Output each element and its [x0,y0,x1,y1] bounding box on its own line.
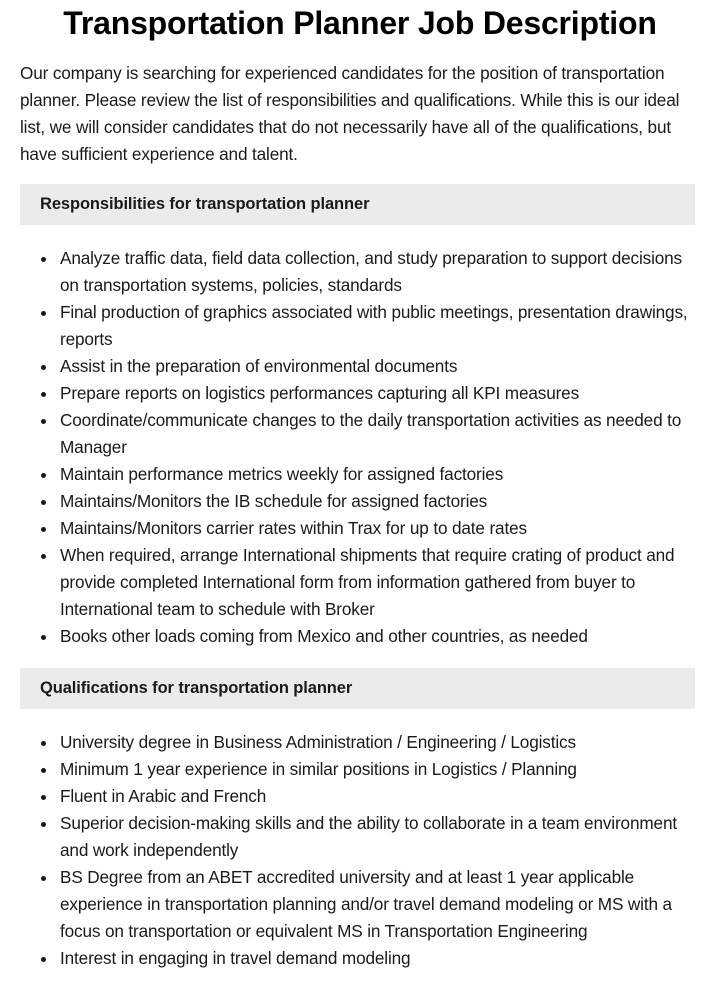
list-item-text: Assist in the preparation of environmental documents [60,356,458,376]
list-item-text: When required, arrange International shipments that require crating of product and provide completed International form from information gathered from buyer to International team to schedule with Broker [60,545,675,619]
list-item [20,380,700,407]
list-item [20,783,700,810]
list-item-text: Final production of graphics associated with public meetings, presentation drawings, reports [60,302,688,349]
qualifications-list [20,729,700,972]
list-item-text: Books other loads coming from Mexico and other countries, as needed [60,626,588,646]
list-item-text: Coordinate/communicate changes to the daily transportation activities as needed to Manager [60,410,682,457]
list-item [20,353,700,380]
list-item-text: Superior decision-making skills and the ability to collaborate in a team environment and work independently [60,813,677,860]
list-item [20,729,700,756]
intro-paragraph: Our company is searching for experienced candidates for the position of transportation planner. Please review the list of responsibilities and qualifications. While this is our ideal list, we will consider candidates that do not necessarily have all of the qualifications, but have sufficient experience and talent. [20,63,680,164]
bullet-icon [41,741,46,746]
list-item [20,810,700,864]
bullet-icon [41,957,46,962]
bullet-icon [41,795,46,800]
list-item-text: BS Degree from an ABET accredited university and at least 1 year applicable experience in transportation planning and/or travel demand modeling or MS with a focus on transportation or equivalent MS in Transportation Engineering [60,867,672,941]
list-item [20,461,700,488]
list-item-text: Maintains/Monitors carrier rates within Trax for up to date rates [60,518,527,538]
list-item-text: Prepare reports on logistics performances capturing all KPI measures [60,383,580,403]
responsibilities-heading: Responsibilities for transportation planner [20,184,695,225]
bullet-icon [41,527,46,532]
bullet-icon [41,822,46,827]
list-item-text: Maintain performance metrics weekly for assigned factories [60,464,504,484]
bullet-icon [41,554,46,559]
page-title: Transportation Planner Job Description [63,5,657,41]
list-item-text: University degree in Business Administration / Engineering / Logistics [60,732,576,752]
list-item [20,245,700,299]
bullet-icon [41,257,46,262]
list-item-text: Maintains/Monitors the IB schedule for assigned factories [60,491,488,511]
bullet-icon [41,635,46,640]
bullet-icon [41,473,46,478]
list-item [20,488,700,515]
list-item-text: Minimum 1 year experience in similar positions in Logistics / Planning [60,759,577,779]
bullet-icon [41,311,46,316]
responsibilities-list [20,245,700,650]
bullet-icon [41,500,46,505]
bullet-icon [41,365,46,370]
list-item [20,945,700,972]
list-item [20,623,700,650]
list-item [20,542,700,623]
list-item-text: Analyze traffic data, field data collection, and study preparation to support decisions on transportation systems, policies, standards [60,248,682,295]
list-item-text: Interest in engaging in travel demand modeling [60,948,411,968]
list-item [20,515,700,542]
list-item [20,407,700,461]
bullet-icon [41,392,46,397]
list-item-text: Fluent in Arabic and French [60,786,267,806]
qualifications-heading: Qualifications for transportation planner [20,668,695,709]
list-item [20,756,700,783]
list-item [20,864,700,945]
list-item [20,299,700,353]
bullet-icon [41,768,46,773]
bullet-icon [41,419,46,424]
bullet-icon [41,876,46,881]
